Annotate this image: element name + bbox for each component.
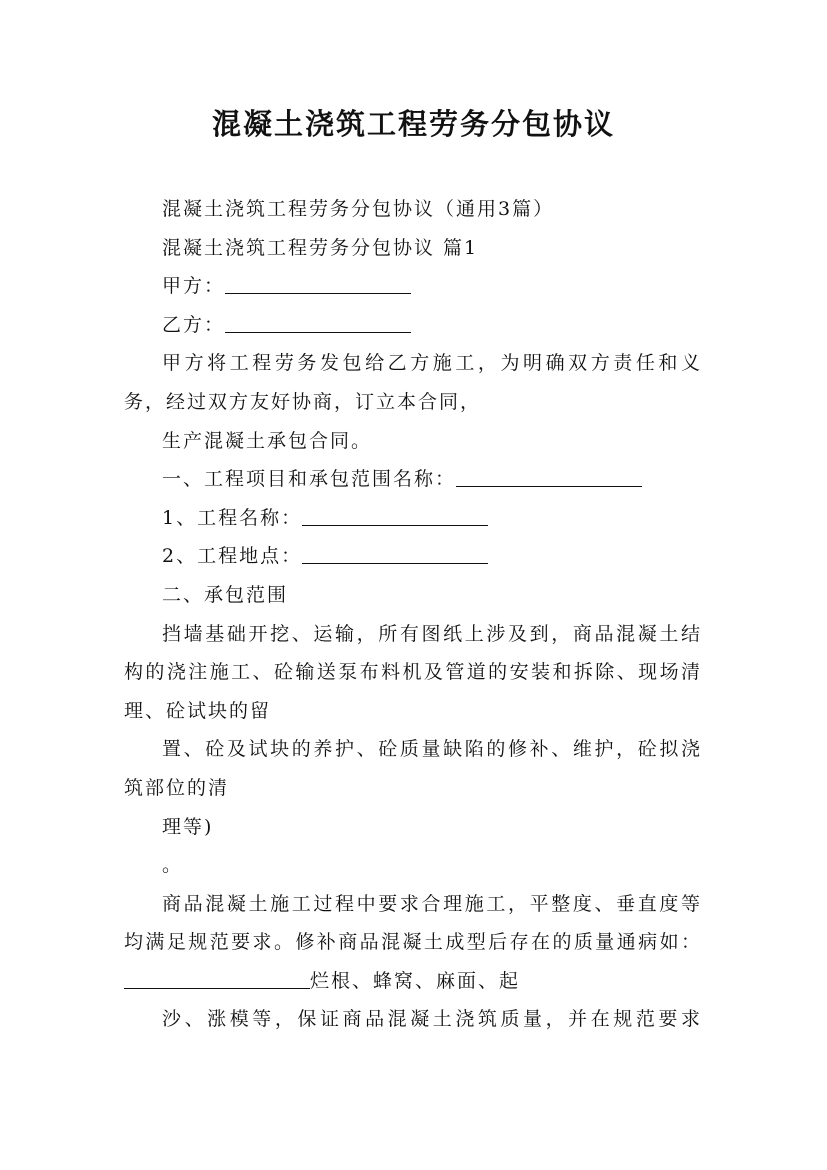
item1-label: 1、工程名称：	[162, 506, 303, 529]
quality-text-a: 商品混凝土施工过程中要求合理施工，平整度、垂直度等均满足规范要求。修补商品混凝土成型后存在的质量通病如：	[124, 892, 702, 954]
party-a-line	[124, 267, 702, 306]
section1-label: 一、工程项目和承包范围名称：	[162, 468, 457, 491]
party-b-blank[interactable]	[225, 314, 411, 333]
party-b-label: 乙方：	[162, 313, 226, 336]
section1-line	[124, 460, 702, 499]
item2-line	[124, 537, 702, 576]
scope1-paragraph: 挡墙基础开挖、运输，所有图纸上涉及到，商品混凝土结构的浇注施工、砼输送泵布料机及管道的安装和拆除、现场清理、砼试块的留	[124, 622, 702, 722]
project-location-blank[interactable]	[302, 545, 488, 564]
party-a-label: 甲方：	[162, 275, 226, 298]
intro-paragraph: 甲方将工程劳务发包给乙方施工，为明确双方责任和义务，经过双方友好协商，订立本合同，	[124, 352, 702, 413]
item2-label: 2、工程地点：	[162, 545, 303, 568]
party-a-blank[interactable]	[225, 275, 411, 294]
project-name-blank[interactable]	[456, 468, 642, 487]
quality2-paragraph: 沙、涨模等，保证商品混凝土浇筑质量，并在规范要求	[162, 1008, 702, 1031]
document-title: 混凝土浇筑工程劳务分包协议	[211, 107, 615, 141]
part1-heading: 混凝土浇筑工程劳务分包协议 篇1	[162, 236, 479, 259]
quality-text-b: 烂根、蜂窝、麻面、起	[310, 969, 521, 992]
scope4-paragraph: 。	[162, 854, 184, 877]
scope3-paragraph: 理等)	[162, 815, 214, 838]
scope2-paragraph: 置、砼及试块的养护、砼质量缺陷的修补、维护，砼拟浇筑部位的清	[124, 738, 702, 799]
party-b-line	[124, 306, 702, 345]
quality-blank[interactable]	[124, 970, 310, 989]
project-title-blank[interactable]	[302, 507, 488, 526]
document-body	[124, 190, 702, 1039]
item1-line	[124, 499, 702, 538]
section2-heading: 二、承包范围	[162, 583, 289, 606]
quality-paragraph	[124, 885, 702, 1001]
subtitle-paragraph: 混凝土浇筑工程劳务分包协议（通用3篇）	[162, 198, 555, 220]
intro2-paragraph: 生产混凝土承包合同。	[162, 429, 373, 452]
